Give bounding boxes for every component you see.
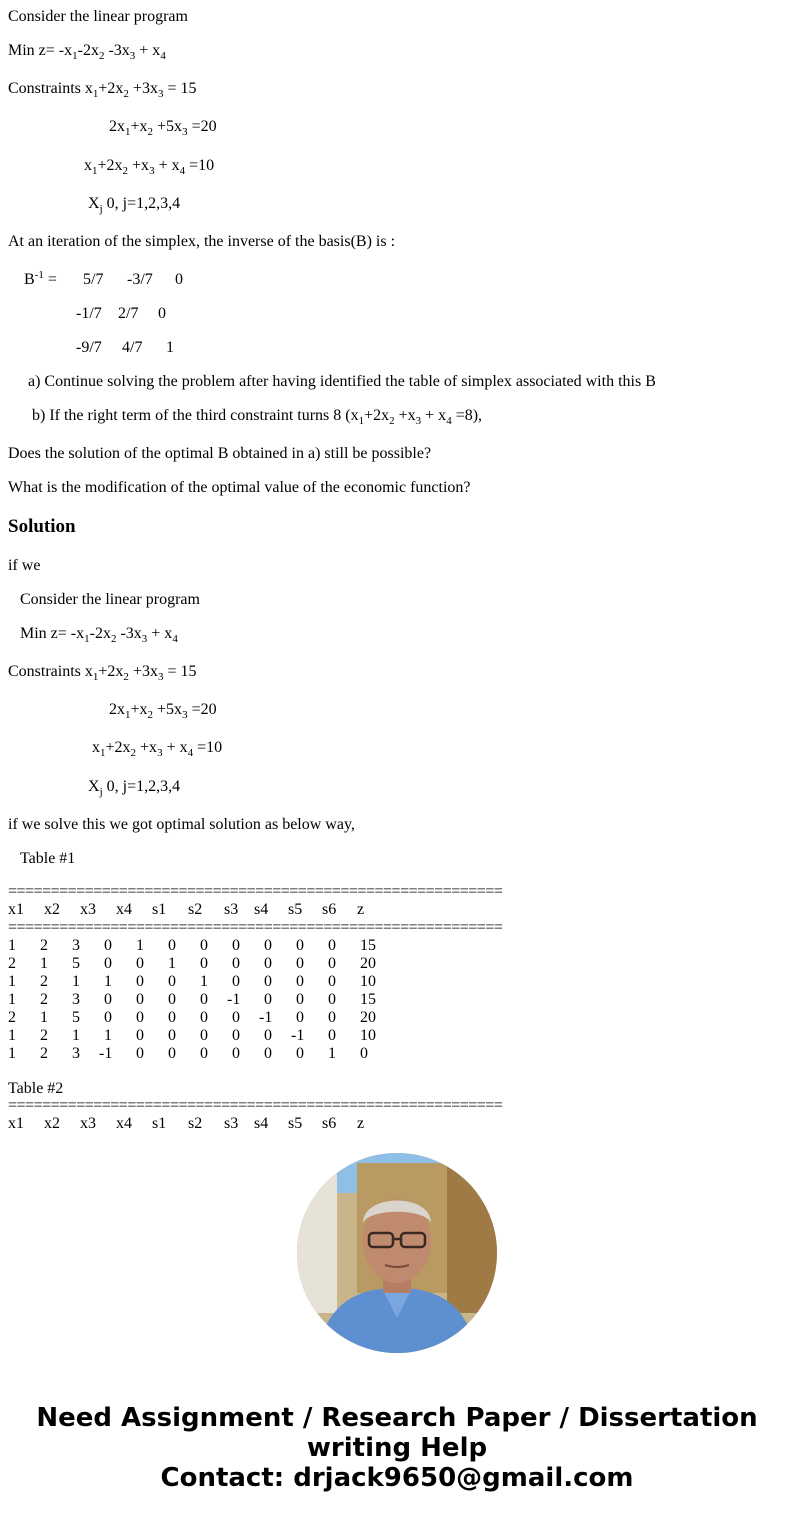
table-header-cell: s1 [152, 1115, 167, 1132]
table-cell: 2 [8, 1009, 16, 1026]
table-cell: 0 [200, 1045, 208, 1062]
table-cell: 0 [296, 955, 304, 972]
table-cell: 0 [296, 1045, 304, 1062]
table-cell: -1 [99, 1045, 113, 1062]
table-cell: 0 [168, 991, 176, 1008]
table-header-cell: x3 [80, 901, 96, 918]
table-cell: 1 [8, 1045, 16, 1062]
table-row [8, 937, 532, 955]
table-cell: 0 [136, 973, 144, 990]
table-cell: 2 [40, 1027, 48, 1044]
table-header-cell: x4 [116, 901, 132, 918]
table-cell: -1 [227, 991, 241, 1008]
table-cell: 0 [232, 1009, 240, 1026]
table-cell: 1 [8, 973, 16, 990]
table-cell: 0 [264, 991, 272, 1008]
table-cell: 1 [8, 991, 16, 1008]
table-cell: 0 [296, 937, 304, 954]
table-header-cell: x1 [8, 1115, 24, 1132]
table-cell: 2 [40, 937, 48, 954]
problem-objective: Min $z= -x_1-2x_2$ $-3x_3 + x_4$ [8, 42, 166, 62]
table-cell: 0 [232, 937, 240, 954]
table-header-cell: s5 [288, 1115, 303, 1132]
problem-constraint-2: $2x_1+x_2 +5x_3 =20$ [109, 118, 217, 138]
table-header-cell: z [357, 901, 365, 918]
table-cell: 10 [360, 973, 376, 990]
table-cell: 0 [200, 991, 208, 1008]
solution-objective: Min $z= -x_1-2x_2$ $-3x_3 + x_4$ [20, 625, 178, 645]
matrix-row-3: -9/7 4/7 1 [76, 339, 174, 356]
solution-heading: Solution [8, 516, 76, 537]
table-cell: 0 [232, 955, 240, 972]
table-cell: 15 [360, 991, 376, 1008]
matrix-row-2: -1/7 2/7 0 [76, 305, 166, 322]
table-cell: 0 [168, 937, 176, 954]
table-cell: 0 [328, 937, 336, 954]
solution-constraint-1: Constraints $x_1+2x_2 +3x_3 = 15$ [8, 663, 197, 683]
table-cell: 1 [200, 973, 208, 990]
table-header-cell: s6 [322, 901, 337, 918]
table-cell: 0 [136, 1027, 144, 1044]
solution-solve-note: if we solve this we got optimal solution as below way, [8, 816, 355, 833]
portrait-image [297, 1153, 497, 1353]
table-cell: 20 [360, 1009, 376, 1026]
table-cell: 1 [72, 1027, 80, 1044]
table-cell: 0 [136, 955, 144, 972]
table-rule: ========================================================== [8, 1097, 503, 1114]
table-row [8, 991, 532, 1009]
table-row [8, 1045, 532, 1063]
table-header-cell: x2 [44, 1115, 60, 1132]
table-cell: 15 [360, 937, 376, 954]
table-header-cell: x2 [44, 901, 60, 918]
table-cell: 0 [264, 955, 272, 972]
table-cell: 0 [296, 991, 304, 1008]
table-header-cell: x3 [80, 1115, 96, 1132]
table-header-cell: z [357, 1115, 365, 1132]
table-rule: ========================================================== [8, 883, 503, 900]
table-cell: 0 [232, 973, 240, 990]
matrix-row-1: 5/7 -3/7 0 [83, 271, 183, 288]
author-avatar [297, 1153, 497, 1353]
table-cell: 1 [72, 973, 80, 990]
table-cell: 0 [168, 1045, 176, 1062]
table-header-cell: s4 [254, 901, 269, 918]
table-cell: 0 [200, 1027, 208, 1044]
table-row [8, 955, 532, 973]
table-cell: 20 [360, 955, 376, 972]
table-cell: 3 [72, 937, 80, 954]
table-cell: 2 [40, 1045, 48, 1062]
table-cell: 1 [104, 973, 112, 990]
table-cell: 0 [328, 991, 336, 1008]
table-cell: 0 [168, 973, 176, 990]
table-cell: 1 [104, 1027, 112, 1044]
table-row [8, 1027, 532, 1045]
table-cell: 0 [328, 1027, 336, 1044]
table-cell: 0 [104, 1009, 112, 1026]
table-cell: 0 [328, 1009, 336, 1026]
table-header-cell: s3 [224, 901, 239, 918]
problem-iteration-text: At an iteration of the simplex, the inverse of the basis(B) is : [8, 233, 396, 250]
table-cell: 0 [328, 955, 336, 972]
table-header-cell: s5 [288, 901, 303, 918]
table-cell: 0 [264, 973, 272, 990]
table-cell: 1 [8, 937, 16, 954]
table-cell: -1 [291, 1027, 305, 1044]
table-cell: 0 [168, 1009, 176, 1026]
table-cell: 0 [232, 1027, 240, 1044]
table2-label: Table #2 [8, 1080, 64, 1097]
document-content [8, 0, 788, 1132]
table-cell: 1 [40, 1009, 48, 1026]
question-a: a) Continue solving the problem after having identified the table of simplex associated with this B [28, 373, 656, 390]
table-rule: ========================================================== [8, 919, 503, 936]
table-cell: 0 [264, 1045, 272, 1062]
table-cell: 2 [8, 955, 16, 972]
solution-nonnegativity: $X_j$ 0, j=1,2,3,4 [88, 778, 181, 798]
table-header-row [8, 901, 532, 919]
table-cell: 0 [104, 955, 112, 972]
question-b: b) If the right term of the third constraint turns 8 $(x_1+2x_2 +x_3 + x_4 =8)$, [32, 407, 483, 427]
question-feasibility: Does the solution of the optimal B obtained in a) still be possible? [8, 445, 432, 462]
table1-label: Table #1 [20, 850, 76, 867]
table-cell: 1 [136, 937, 144, 954]
footer-line-2: writing Help [306, 1433, 488, 1463]
table-header-cell: s3 [224, 1115, 239, 1132]
table-header-cell: s4 [254, 1115, 269, 1132]
solution-intro: Consider the linear program [20, 591, 200, 608]
table-cell: 0 [200, 937, 208, 954]
problem-nonnegativity: $X_j$ 0, j=1,2,3,4 [88, 195, 181, 215]
table-cell: 0 [104, 991, 112, 1008]
table-cell: 10 [360, 1027, 376, 1044]
table-cell: 0 [296, 973, 304, 990]
table-cell: 2 [40, 991, 48, 1008]
table-header-cell: s2 [188, 901, 203, 918]
table-cell: 5 [72, 955, 80, 972]
table-cell: 0 [136, 991, 144, 1008]
question-modification: What is the modification of the optimal value of the economic function? [8, 479, 471, 496]
table-row [8, 973, 532, 991]
table-header-cell: x1 [8, 901, 24, 918]
problem-constraint-1: Constraints $x_1+2x_2 +3x_3 = 15$ [8, 80, 197, 100]
table-cell: 1 [40, 955, 48, 972]
table-header-cell: s1 [152, 901, 167, 918]
table-row [8, 1009, 532, 1027]
table-cell: 3 [72, 1045, 80, 1062]
table-cell: 0 [296, 1009, 304, 1026]
solution-constraint-2: $2x_1+x_2 +5x_3 =20$ [109, 701, 217, 721]
solution-if-we: if we [8, 557, 41, 574]
problem-intro: Consider the linear program [8, 8, 188, 25]
table-cell: 0 [200, 1009, 208, 1026]
simplex-table-1 [8, 883, 532, 1063]
table-cell: 0 [232, 1045, 240, 1062]
table-cell: 0 [200, 955, 208, 972]
footer-line-1: Need Assignment / Research Paper / Dissertation [36, 1403, 758, 1433]
solution-constraint-3: $x_1+2x_2 +x_3 + x_4 =10$ [92, 739, 223, 759]
footer-contact: Contact: drjack9650@gmail.com [160, 1463, 634, 1493]
table-header-cell: s6 [322, 1115, 337, 1132]
table-header-cell: x4 [116, 1115, 132, 1132]
binv-label: $B^{-1}$ = [24, 269, 57, 288]
footer-banner [0, 1403, 794, 1493]
problem-constraint-3: $x_1+2x_2 +x_3 + x_4 =10$ [84, 157, 215, 177]
table-cell: 1 [8, 1027, 16, 1044]
table-cell: 0 [136, 1009, 144, 1026]
table-cell: 2 [40, 973, 48, 990]
table-header-row [8, 1115, 532, 1133]
table-cell: 0 [136, 1045, 144, 1062]
table-cell: 0 [264, 937, 272, 954]
table-header-cell: s2 [188, 1115, 203, 1132]
table-cell: -1 [259, 1009, 273, 1026]
table-cell: 0 [104, 937, 112, 954]
table-cell: 1 [168, 955, 176, 972]
table-cell: 0 [168, 1027, 176, 1044]
table-cell: 3 [72, 991, 80, 1008]
table-cell: 0 [328, 973, 336, 990]
table-cell: 0 [264, 1027, 272, 1044]
table-cell: 0 [360, 1045, 368, 1062]
simplex-table-2 [8, 1097, 532, 1133]
table-cell: 1 [328, 1045, 336, 1062]
table-cell: 5 [72, 1009, 80, 1026]
